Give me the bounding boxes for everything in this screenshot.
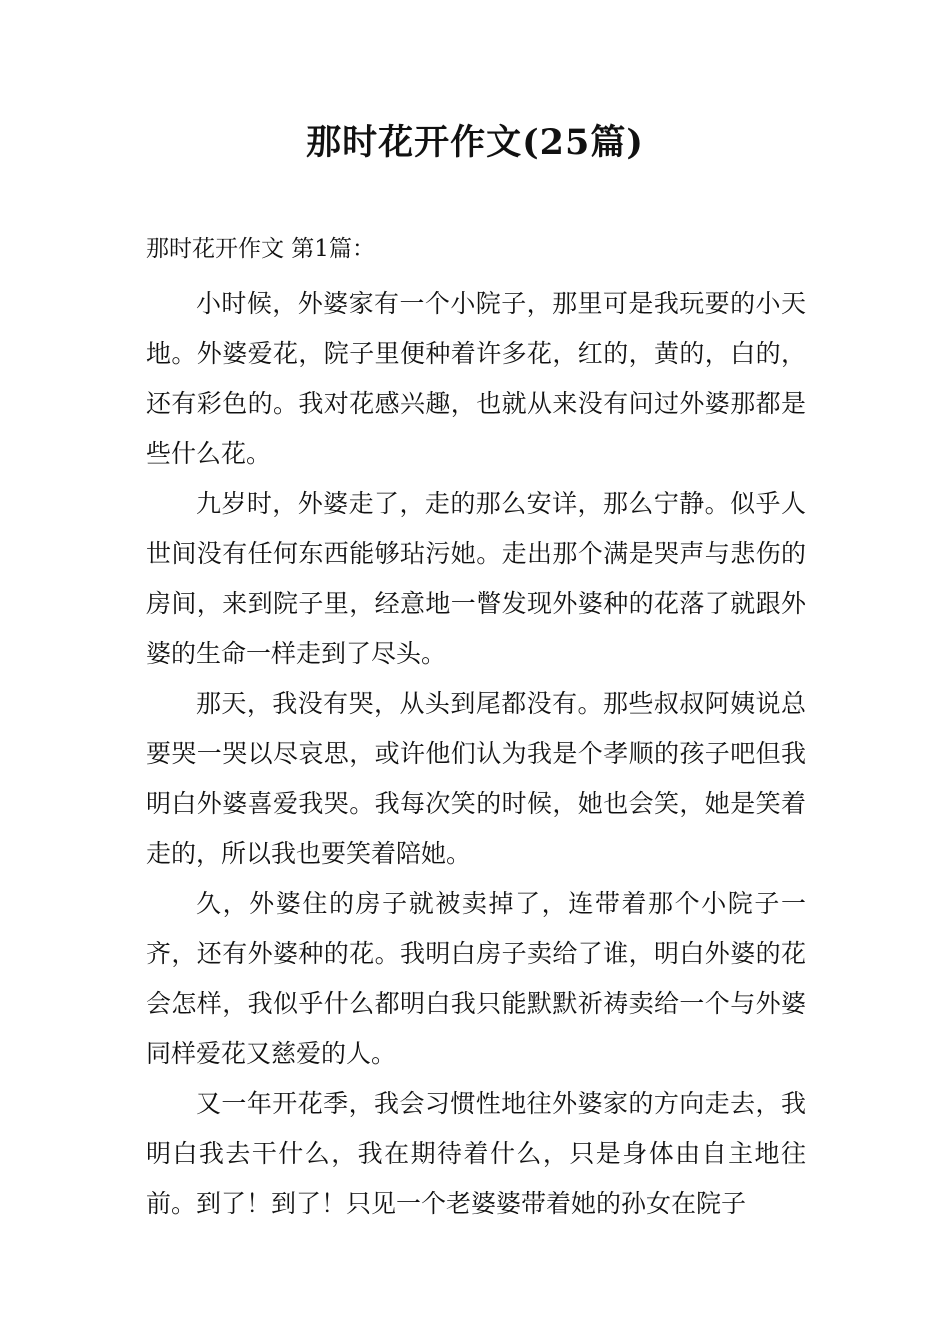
article-heading: 那时花开作文 第1篇：	[146, 236, 375, 262]
paragraph-5: 又一年开花季，我会习惯性地往外婆家的方向走去，我明白我去干什么，我在期待着什么，只是身体由自主地往前。到了！到了！只见一个老婆婆带着她的孙女在院子	[146, 1089, 806, 1218]
paragraph-3: 那天，我没有哭，从头到尾都没有。那些叔叔阿姨说总要哭一哭以尽哀思，或许他们认为我是个孝顺的孩子吧但我明白外婆喜爱我哭。我每次笑的时候，她也会笑，她是笑着走的，所以我也要笑着陪她。	[146, 689, 806, 868]
paragraph-4: 久，外婆住的房子就被卖掉了，连带着那个小院子一齐，还有外婆种的花。我明白房子卖给了谁，明白外婆的花会怎样，我似乎什么都明白我只能默默祈祷卖给一个与外婆同样爱花又慈爱的人。	[146, 889, 806, 1068]
paragraph-2: 九岁时，外婆走了，走的那么安详，那么宁静。似乎人世间没有任何东西能够玷污她。走出那个满是哭声与悲伤的房间，来到院子里，经意地一瞥发现外婆种的花落了就跟外婆的生命一样走到了尽头。	[146, 489, 806, 668]
article-body	[146, 279, 806, 1229]
document-title: 那时花开作文(25篇)	[306, 122, 644, 163]
paragraph-1: 小时候，外婆家有一个小院子，那里可是我玩要的小天地。外婆爱花，院子里便种着许多花，红的，黄的，白的，还有彩色的。我对花感兴趣，也就从来没有问过外婆那都是些什么花。	[146, 289, 806, 468]
